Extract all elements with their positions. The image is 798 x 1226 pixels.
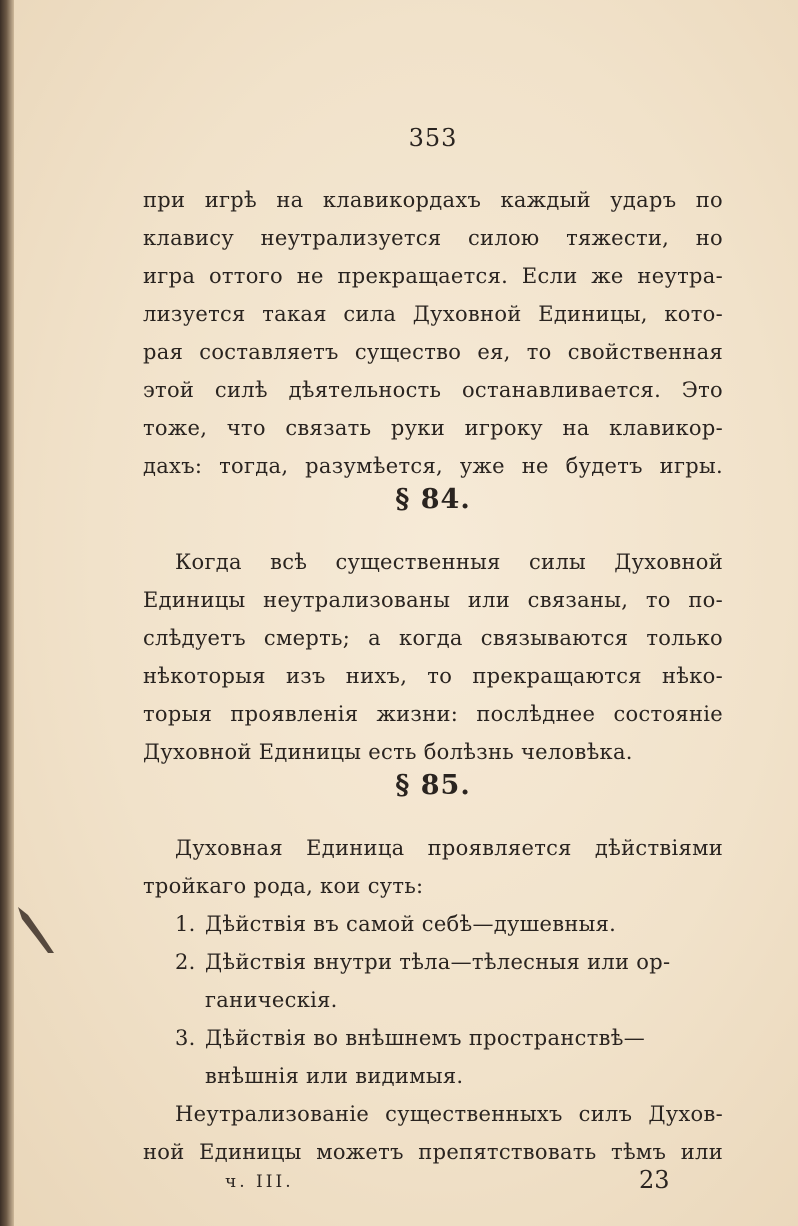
text-line: нѣкоторыя изъ нихъ, то прекращаются нѣко- xyxy=(143,664,723,688)
list-item-continuation: внѣшнія или видимыя. xyxy=(205,1064,464,1088)
binding-mark-icon xyxy=(14,905,58,955)
text-line: тоже, что связать руки игроку на клавикор- xyxy=(143,416,723,440)
list-item-text: Дѣйствія во внѣшнемъ пространствѣ— xyxy=(205,1026,646,1050)
list-item-continuation: ганическія. xyxy=(205,988,338,1012)
text-line: клавису неутрализуется силою тяжести, но xyxy=(143,226,723,250)
text-line: дахъ: тогда, разумѣется, уже не будетъ игры. xyxy=(143,454,723,478)
text-line: торыя проявленія жизни: послѣднее состояніе xyxy=(143,702,723,726)
text-line: ной Единицы можетъ препятствовать тѣмъ или xyxy=(143,1140,723,1164)
section-heading-84: § 84. xyxy=(395,484,471,515)
list-item-text: Дѣйствія въ самой себѣ—душевныя. xyxy=(205,912,617,936)
text-line: рая составляетъ существо ея, то свойственная xyxy=(143,340,723,364)
printer-signature: ч. III. xyxy=(225,1172,294,1192)
folio-number: 23 xyxy=(639,1166,670,1194)
list-item xyxy=(175,1024,645,1052)
page-number: 353 xyxy=(408,124,458,152)
text-line: этой силѣ дѣятельность останавливается. Это xyxy=(143,378,723,402)
text-line: Единицы неутрализованы или связаны, то по- xyxy=(143,588,723,612)
page-binding-edge xyxy=(0,0,14,1226)
list-item-text: Дѣйствія внутри тѣла—тѣлесныя или ор- xyxy=(205,950,671,974)
list-item-number: 1. xyxy=(175,912,196,936)
section-heading-85: § 85. xyxy=(395,770,471,801)
text-line: Когда всѣ существенныя силы Духовной xyxy=(175,550,723,574)
text-line: Духовная Единица проявляется дѣйствіями xyxy=(175,836,723,860)
list-item-number: 2. xyxy=(175,950,196,974)
list-item xyxy=(175,910,616,938)
list-item-number: 3. xyxy=(175,1026,196,1050)
text-line: лизуется такая сила Духовной Единицы, кото- xyxy=(143,302,723,326)
text-line: игра оттого не прекращается. Если же неутра- xyxy=(143,264,723,288)
text-line: Духовной Единицы есть болѣзнь человѣка. xyxy=(143,740,633,764)
list-item xyxy=(175,948,723,976)
text-line: Неутрализованіе существенныхъ силъ Духов- xyxy=(175,1102,723,1126)
text-line: тройкаго рода, кои суть: xyxy=(143,874,424,898)
text-line: при игрѣ на клавикордахъ каждый ударъ по xyxy=(143,188,723,212)
text-line: слѣдуетъ смерть; а когда связываются только xyxy=(143,626,723,650)
